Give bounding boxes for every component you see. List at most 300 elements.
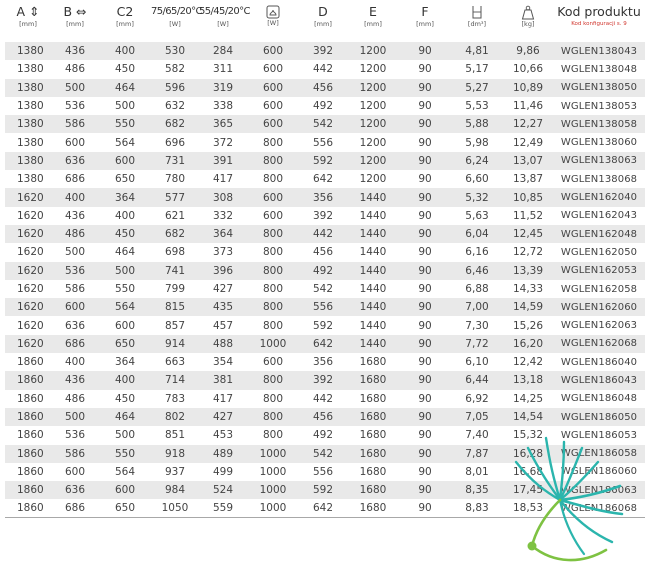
- table-cell: 284: [212, 45, 234, 58]
- table-cell: 5,27: [465, 81, 489, 94]
- table-row: [5, 243, 645, 261]
- table-cell: 10,66: [512, 63, 544, 76]
- table-cell: 1000: [259, 337, 287, 350]
- product-code-cell: WGLEN162068: [560, 338, 638, 350]
- table-cell: 1000: [259, 465, 287, 478]
- table-cell: 500: [64, 81, 86, 94]
- product-code-cell: WGLEN138063: [560, 155, 638, 167]
- table-row: [5, 79, 645, 97]
- table-row: [5, 390, 645, 408]
- table-cell: 417: [212, 392, 234, 405]
- table-cell: 500: [114, 264, 136, 277]
- table-cell: 800: [262, 264, 284, 277]
- table-cell: 500: [64, 411, 86, 424]
- table-cell: 650: [114, 173, 136, 186]
- table-row: [5, 408, 645, 426]
- table-cell: 632: [164, 100, 186, 113]
- table-cell: 1000: [247, 499, 299, 517]
- table-cell: 356: [312, 356, 334, 369]
- table-cell: 800: [262, 228, 284, 241]
- table-cell: 489: [212, 447, 234, 460]
- table-cell: 918: [164, 447, 186, 460]
- table-cell: 621: [164, 209, 186, 222]
- table-cell: 6,24: [465, 154, 489, 167]
- table-cell: 1860: [17, 411, 44, 424]
- table-cell: 586: [64, 283, 86, 295]
- table-cell: 600: [262, 81, 284, 94]
- table-row: [5, 188, 645, 206]
- header-product-code: [553, 4, 645, 42]
- table-cell: 13,87: [512, 173, 544, 186]
- table-cell: 450: [114, 392, 136, 405]
- header-c2: [99, 4, 151, 42]
- table-cell: 453: [212, 429, 234, 442]
- table-cell: 586: [64, 118, 86, 131]
- table-cell: 1440: [359, 283, 387, 295]
- table-cell: 14,54: [512, 411, 544, 424]
- table-cell: 1440: [359, 319, 387, 332]
- table-cell: 1620: [17, 319, 44, 332]
- table-cell: 436: [64, 45, 86, 58]
- table-cell: 5,88: [465, 118, 489, 131]
- product-code-cell: WGLEN186060: [560, 466, 638, 478]
- header-label: 75/65/20°C: [151, 6, 202, 17]
- table-cell: 1380: [17, 63, 44, 76]
- table-cell: 90: [418, 118, 432, 131]
- table-cell: 686: [51, 499, 99, 517]
- table-cell: 1380: [17, 100, 44, 113]
- table-cell: 492: [312, 429, 334, 442]
- table-cell: 1050: [151, 499, 199, 517]
- table-row: [5, 225, 645, 243]
- product-code-cell: WGLEN186043: [560, 374, 638, 386]
- table-cell: 1000: [259, 447, 287, 460]
- table-row: [5, 371, 645, 389]
- table-cell: 937: [164, 465, 186, 478]
- table-cell: 400: [114, 45, 136, 58]
- table-cell: 486: [64, 63, 86, 76]
- header-weight: [503, 4, 553, 42]
- table-cell: 14,33: [512, 283, 544, 295]
- table-cell: 1440: [359, 337, 387, 350]
- table-cell: 1860: [17, 447, 44, 460]
- table-cell: 90: [418, 209, 432, 222]
- table-cell: 13,39: [512, 264, 544, 277]
- table-row: [5, 97, 645, 115]
- table-cell: 442: [312, 228, 334, 241]
- product-code-cell: WGLEN162040: [560, 192, 638, 204]
- table-cell: 90: [418, 337, 432, 350]
- table-cell: 564: [114, 136, 136, 149]
- table-cell: 696: [164, 136, 186, 149]
- table-cell: 90: [418, 173, 432, 186]
- table-cell: 600: [262, 100, 284, 113]
- header-unit: [mm]: [19, 20, 37, 28]
- table-row: [5, 280, 645, 298]
- table-cell: 8,01: [465, 465, 489, 478]
- table-cell: 13,18: [512, 374, 544, 387]
- table-cell: 492: [312, 264, 334, 277]
- table-cell: 311: [212, 63, 234, 76]
- table-cell: 364: [212, 228, 234, 241]
- table-cell: 800: [262, 374, 284, 387]
- table-cell: 354: [212, 356, 234, 369]
- table-cell: 14,25: [512, 392, 544, 405]
- table-cell: 984: [164, 484, 186, 497]
- table-cell: 1200: [359, 100, 387, 113]
- table-cell: 600: [262, 45, 284, 58]
- table-cell: 1200: [359, 81, 387, 94]
- table-cell: 1620: [17, 228, 44, 241]
- table-cell: 1860: [17, 429, 44, 442]
- header-label: Kod produktu: [557, 4, 641, 19]
- product-code-cell: WGLEN162053: [560, 265, 638, 277]
- header-label: B ⇔: [63, 4, 87, 19]
- table-cell: 857: [164, 319, 186, 332]
- table-cell: 442: [312, 63, 334, 76]
- table-cell: 1440: [359, 228, 387, 241]
- table-cell: 1680: [359, 465, 387, 478]
- table-cell: 11,46: [512, 100, 544, 113]
- table-cell: 400: [64, 356, 86, 369]
- table-cell: 1440: [359, 264, 387, 277]
- table-cell: 741: [164, 264, 186, 277]
- table-cell: 90: [418, 283, 432, 295]
- header-heater: [247, 4, 299, 42]
- table-cell: 1680: [359, 411, 387, 424]
- table-cell: 1620: [17, 209, 44, 222]
- table-cell: 5,17: [465, 63, 489, 76]
- table-cell: 1440: [359, 191, 387, 204]
- header-unit: [W]: [217, 20, 229, 28]
- table-cell: 1620: [17, 301, 44, 314]
- table-cell: 542: [312, 118, 334, 131]
- table-row: [5, 335, 645, 353]
- header-label: 55/45/20°C: [199, 6, 250, 17]
- table-cell: 536: [64, 264, 86, 277]
- table-cell: 600: [64, 301, 86, 314]
- table-cell: 1440: [359, 246, 387, 259]
- table-cell: 556: [312, 136, 334, 149]
- table-cell: 6,16: [465, 246, 489, 259]
- table-cell: 780: [164, 173, 186, 186]
- table-cell: 600: [114, 319, 136, 332]
- table-cell: 7,87: [465, 447, 489, 460]
- table-cell: 90: [418, 136, 432, 149]
- table-cell: 456: [312, 411, 334, 424]
- product-code-cell: WGLEN162043: [560, 210, 638, 222]
- table-cell: 550: [114, 118, 136, 131]
- table-cell: 464: [114, 246, 136, 259]
- table-cell: 90: [418, 191, 432, 204]
- table-cell: 1380: [17, 81, 44, 94]
- table-cell: 600: [64, 136, 86, 149]
- table-cell: 663: [164, 356, 186, 369]
- table-cell: 1620: [17, 264, 44, 277]
- table-cell: 650: [114, 337, 136, 350]
- table-cell: 456: [312, 246, 334, 259]
- header-power-75: [151, 4, 202, 42]
- table-cell: 90: [418, 301, 432, 314]
- table-cell: 1680: [359, 356, 387, 369]
- table-cell: 1860: [17, 374, 44, 387]
- table-cell: 600: [262, 63, 284, 76]
- table-cell: 6,92: [465, 392, 489, 405]
- table-cell: 6,44: [465, 374, 489, 387]
- table-cell: 12,27: [512, 118, 544, 131]
- table-cell: 800: [262, 246, 284, 259]
- table-cell: 90: [418, 154, 432, 167]
- table-cell: 1200: [359, 45, 387, 58]
- table-cell: 1200: [359, 136, 387, 149]
- table-cell: 1380: [17, 118, 44, 131]
- table-cell: 582: [164, 63, 186, 76]
- table-cell: 427: [212, 411, 234, 424]
- table-cell: 391: [212, 154, 234, 167]
- table-cell: 364: [114, 191, 136, 204]
- table-cell: 6,10: [465, 356, 489, 369]
- table-cell: 1380: [17, 45, 44, 58]
- table-row: [5, 298, 645, 316]
- table-cell: 450: [114, 63, 136, 76]
- table-cell: 13,07: [512, 154, 544, 167]
- table-cell: 642: [312, 337, 334, 350]
- product-code-cell: WGLEN138043: [560, 45, 638, 57]
- table-cell: 642: [312, 173, 334, 186]
- table-cell: 1680: [359, 429, 387, 442]
- product-code-cell: WGLEN138048: [560, 63, 638, 75]
- table-cell: 6,88: [465, 283, 489, 295]
- table-cell: 396: [212, 264, 234, 277]
- table-cell: 783: [164, 392, 186, 405]
- header-power-55: [199, 4, 250, 42]
- table-cell: 308: [212, 191, 234, 204]
- product-code-cell: WGLEN138058: [560, 118, 638, 130]
- table-cell: 7,30: [465, 319, 489, 332]
- table-cell: 90: [418, 429, 432, 442]
- table-cell: 596: [164, 81, 186, 94]
- table-cell: 7,05: [465, 411, 489, 424]
- brand-logo: [498, 434, 628, 568]
- table-cell: 90: [418, 447, 432, 460]
- table-cell: 636: [64, 154, 86, 167]
- table-cell: 372: [212, 136, 234, 149]
- product-code-cell: WGLEN186048: [560, 393, 638, 405]
- table-cell: 592: [312, 484, 334, 497]
- header-unit: [mm]: [116, 20, 134, 28]
- table-cell: 1680: [347, 499, 399, 517]
- table-cell: 1620: [17, 246, 44, 259]
- product-code-cell: WGLEN162058: [560, 283, 638, 295]
- water-volume-icon: [470, 5, 484, 20]
- table-cell: 12,72: [512, 246, 544, 259]
- table-cell: 90: [399, 499, 451, 517]
- table-cell: 524: [212, 484, 234, 497]
- table-cell: 1680: [359, 374, 387, 387]
- table-cell: 417: [212, 173, 234, 186]
- table-cell: 436: [64, 374, 86, 387]
- table-cell: 698: [164, 246, 186, 259]
- table-cell: 499: [212, 465, 234, 478]
- table-cell: 500: [114, 100, 136, 113]
- header-unit: [mm]: [314, 20, 332, 28]
- table-cell: 530: [164, 45, 186, 58]
- table-cell: 90: [418, 63, 432, 76]
- table-cell: 800: [262, 429, 284, 442]
- table-cell: 1680: [359, 447, 387, 460]
- header-b: [51, 4, 99, 42]
- table-cell: 600: [262, 118, 284, 131]
- table-cell: 1860: [17, 465, 44, 478]
- table-cell: 536: [64, 100, 86, 113]
- table-cell: 90: [418, 374, 432, 387]
- table-cell: 435: [212, 301, 234, 314]
- table-cell: 90: [418, 392, 432, 405]
- table-cell: 714: [164, 374, 186, 387]
- table-cell: 15,32: [512, 429, 544, 442]
- table-cell: 7,40: [465, 429, 489, 442]
- table-cell: 90: [418, 356, 432, 369]
- table-cell: 16,20: [512, 337, 544, 350]
- table-cell: 550: [114, 283, 136, 295]
- table-row: [5, 60, 645, 78]
- table-cell: 10,85: [512, 191, 544, 204]
- table-cell: 488: [212, 337, 234, 350]
- table-cell: 319: [212, 81, 234, 94]
- header-label: F: [421, 4, 429, 19]
- table-cell: 90: [418, 100, 432, 113]
- table-cell: 586: [64, 447, 86, 460]
- table-cell: 457: [212, 319, 234, 332]
- table-row: [5, 262, 645, 280]
- table-cell: 4,81: [465, 45, 489, 58]
- table-row: [5, 353, 645, 371]
- table-cell: 636: [64, 319, 86, 332]
- table-cell: 6,46: [465, 264, 489, 277]
- table-cell: 400: [114, 374, 136, 387]
- table-cell: 464: [114, 411, 136, 424]
- header-f: [399, 4, 451, 42]
- header-unit: [mm]: [364, 20, 382, 28]
- table-cell: 442: [312, 392, 334, 405]
- table-cell: 6,04: [465, 228, 489, 241]
- product-code-cell: WGLEN138050: [560, 82, 638, 94]
- table-cell: 1200: [359, 63, 387, 76]
- product-code-cell: WGLEN138068: [560, 173, 638, 185]
- table-cell: 90: [418, 45, 432, 58]
- table-cell: 373: [212, 246, 234, 259]
- table-cell: 90: [418, 246, 432, 259]
- table-cell: 1620: [17, 283, 44, 295]
- table-cell: 636: [64, 484, 86, 497]
- table-cell: 600: [262, 209, 284, 222]
- table-cell: 365: [212, 118, 234, 131]
- table-cell: 364: [114, 356, 136, 369]
- table-cell: 600: [262, 191, 284, 204]
- header-unit: [W]: [169, 20, 181, 28]
- table-cell: 11,52: [512, 209, 544, 222]
- header-unit: [mm]: [66, 20, 84, 28]
- table-cell: 1860: [17, 392, 44, 405]
- table-cell: 815: [164, 301, 186, 314]
- table-cell: 600: [64, 465, 86, 478]
- table-cell: 600: [114, 484, 136, 497]
- table-cell: 400: [114, 209, 136, 222]
- table-cell: 12,49: [512, 136, 544, 149]
- table-cell: 338: [212, 100, 234, 113]
- table-cell: 1200: [359, 118, 387, 131]
- table-cell: 1860: [17, 484, 44, 497]
- table-cell: 90: [418, 484, 432, 497]
- table-cell: 8,35: [465, 484, 489, 497]
- table-cell: 556: [312, 301, 334, 314]
- table-cell: 18,53: [503, 499, 553, 517]
- table-cell: 500: [64, 246, 86, 259]
- table-cell: 1200: [359, 173, 387, 186]
- table-cell: 500: [114, 429, 136, 442]
- heater-icon: [266, 5, 280, 19]
- table-cell: 8,83: [451, 499, 503, 517]
- table-row: [5, 115, 645, 133]
- table-cell: 914: [164, 337, 186, 350]
- table-cell: 564: [114, 465, 136, 478]
- table-cell: 592: [312, 319, 334, 332]
- header-label: E: [369, 4, 377, 19]
- table-cell: 464: [114, 81, 136, 94]
- header-unit: [W]: [267, 19, 279, 27]
- table-cell: 16,28: [512, 447, 544, 460]
- header-unit: [dm³]: [467, 20, 487, 28]
- table-cell: 90: [418, 228, 432, 241]
- table-cell: 1620: [17, 337, 44, 350]
- table-cell: 6,60: [465, 173, 489, 186]
- table-cell: 1860: [5, 499, 51, 517]
- product-code-cell: WGLEN162060: [560, 301, 638, 313]
- table-cell: 17,45: [512, 484, 544, 497]
- table-cell: 492: [312, 100, 334, 113]
- table-cell: 800: [262, 136, 284, 149]
- table-cell: 400: [64, 191, 86, 204]
- table-cell: 682: [164, 118, 186, 131]
- table-cell: 802: [164, 411, 186, 424]
- table-row: [5, 316, 645, 334]
- table-cell: 564: [114, 301, 136, 314]
- table-cell: 550: [114, 447, 136, 460]
- table-cell: 600: [262, 356, 284, 369]
- table-cell: 90: [418, 81, 432, 94]
- table-cell: 1440: [359, 301, 387, 314]
- table-cell: 5,32: [465, 191, 489, 204]
- table-cell: 600: [114, 154, 136, 167]
- table-cell: 800: [262, 173, 284, 186]
- table-cell: 799: [164, 283, 186, 295]
- header-label: D: [318, 4, 328, 19]
- table-row: [5, 133, 645, 151]
- header-row: [5, 4, 645, 42]
- header-a: [5, 4, 51, 42]
- product-code-cell: WGLEN186040: [560, 356, 638, 368]
- table-cell: 800: [262, 411, 284, 424]
- table-cell: 12,45: [512, 228, 544, 241]
- weight-icon: [521, 5, 535, 20]
- table-cell: 90: [418, 319, 432, 332]
- table-cell: 392: [312, 374, 334, 387]
- table-cell: 16,68: [512, 465, 544, 478]
- table-cell: 851: [164, 429, 186, 442]
- table-cell: 5,63: [465, 209, 489, 222]
- header-d: [299, 4, 347, 42]
- table-cell: 800: [262, 319, 284, 332]
